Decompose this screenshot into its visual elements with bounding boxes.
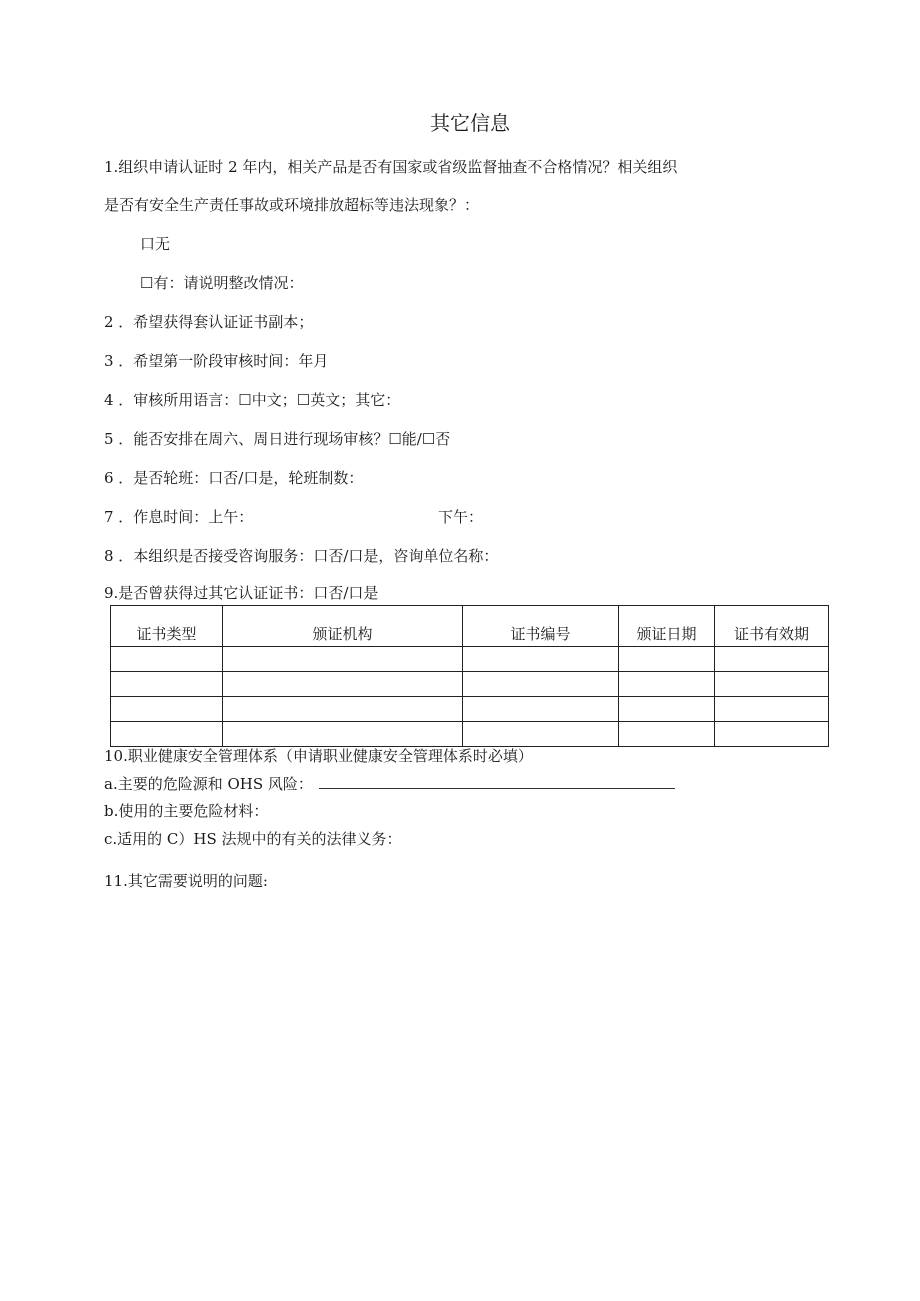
q10-a-answer-line[interactable] <box>319 774 675 789</box>
table-row <box>111 647 829 672</box>
table-cell[interactable] <box>463 672 619 697</box>
q10-title: 10.职业健康安全管理体系（申请职业健康安全管理体系时必填） <box>104 747 533 765</box>
q8-text: 8 ．本组织是否接受咨询服务：口否/口是，咨询单位名称： <box>104 547 499 565</box>
header-issue-date: 颁证日期 <box>619 606 715 647</box>
q5-text: 5 ．能否安排在周六、周日进行现场审核？☐能/☐否 <box>104 430 451 448</box>
q1-line1: 1.组织申请认证时 2 年内，相关产品是否有国家或省级监督抽查不合格情况？相关组织 <box>104 158 678 176</box>
table-cell[interactable] <box>223 722 463 747</box>
table-header-row <box>111 606 829 647</box>
q2-text: 2 ．希望获得套认证证书副本； <box>104 313 314 331</box>
table-cell[interactable] <box>111 647 223 672</box>
table-row <box>111 697 829 722</box>
table-cell[interactable] <box>111 672 223 697</box>
certificate-table <box>110 605 829 747</box>
table-cell[interactable] <box>715 647 829 672</box>
table-cell[interactable] <box>111 697 223 722</box>
header-valid-period: 证书有效期 <box>715 606 829 647</box>
table-cell[interactable] <box>619 722 715 747</box>
table-cell[interactable] <box>463 722 619 747</box>
table-cell[interactable] <box>619 697 715 722</box>
table-cell[interactable] <box>619 672 715 697</box>
q10-c: c.适用的 C）HS 法规中的有关的法律义务： <box>104 830 402 848</box>
q1-option-yes[interactable]: ☐有：请说明整改情况： <box>140 274 304 292</box>
header-cert-number: 证书编号 <box>463 606 619 647</box>
table-cell[interactable] <box>715 722 829 747</box>
table-cell[interactable] <box>223 672 463 697</box>
table-cell[interactable] <box>223 697 463 722</box>
table-cell[interactable] <box>715 672 829 697</box>
q9-text: 9.是否曾获得过其它认证证书：口否/口是 <box>104 584 379 602</box>
q1-option-none[interactable]: 口无 <box>140 235 171 253</box>
q10-a <box>104 774 675 794</box>
q10-a-label: a.主要的危险源和 OHS 风险： <box>104 775 313 793</box>
q7-afternoon-label: 下午： <box>438 508 484 526</box>
table-cell[interactable] <box>111 722 223 747</box>
table-cell[interactable] <box>463 697 619 722</box>
q4-text: 4 ．审核所用语言：☐中文；☐英文；其它： <box>104 391 401 409</box>
q10-b: b.使用的主要危险材料： <box>104 802 269 820</box>
q11-text: 11.其它需要说明的问题: <box>104 872 268 890</box>
q6-text: 6 ．是否轮班：口否/口是，轮班制数： <box>104 469 364 487</box>
table-cell[interactable] <box>619 647 715 672</box>
table-row <box>111 722 829 747</box>
q7-label: 7 ．作息时间：上午： <box>104 508 254 526</box>
table-cell[interactable] <box>715 697 829 722</box>
q1-line2: 是否有安全生产责任事故或环境排放超标等违法现象？： <box>104 196 480 214</box>
header-cert-type: 证书类型 <box>111 606 223 647</box>
table-cell[interactable] <box>463 647 619 672</box>
page-title: 其它信息 <box>430 111 510 135</box>
q3-text: 3 ．希望第一阶段审核时间：年月 <box>104 352 329 370</box>
header-issuing-body: 颁证机构 <box>223 606 463 647</box>
table-cell[interactable] <box>223 647 463 672</box>
table-row <box>111 672 829 697</box>
